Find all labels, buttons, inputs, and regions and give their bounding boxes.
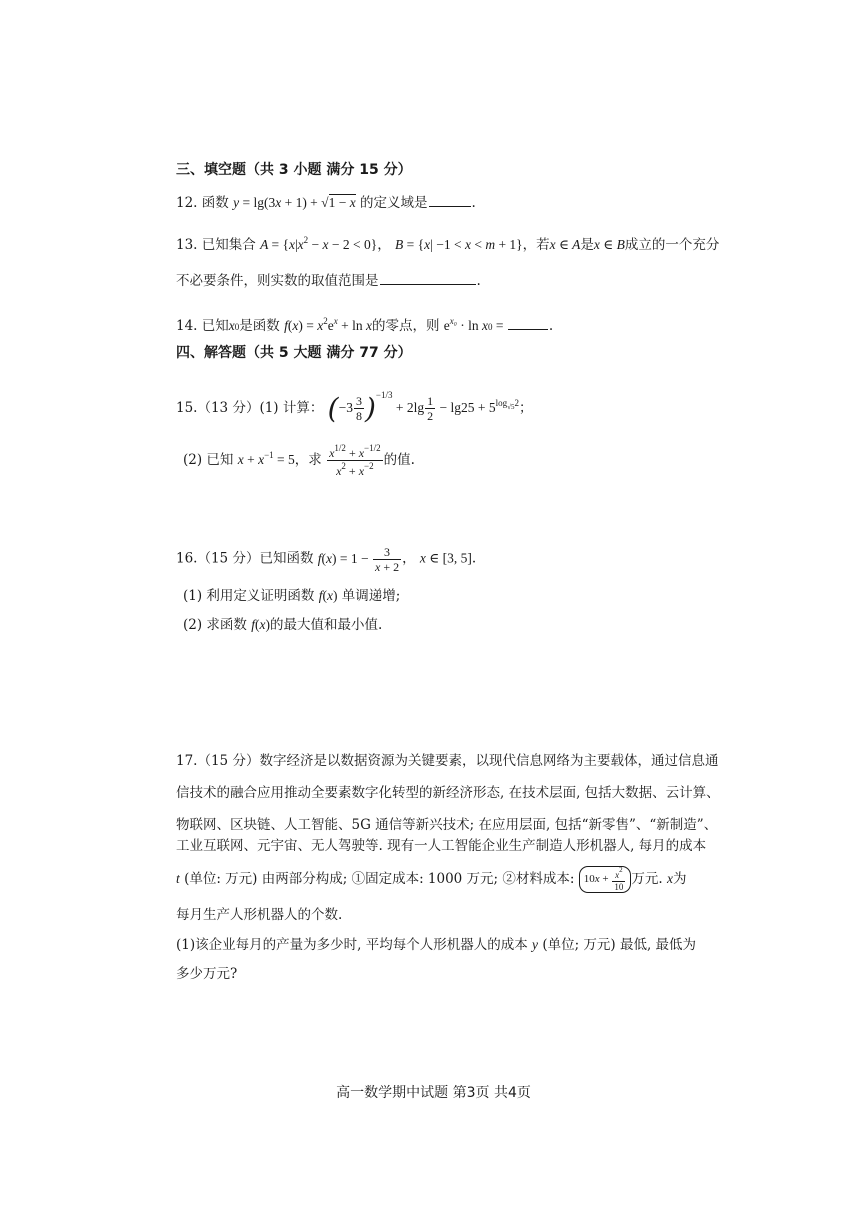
q14-text-c: 的零点，则 bbox=[371, 318, 440, 334]
q16-sub2-text-b: 的最大值和最小值. bbox=[269, 617, 383, 633]
question-17-line-2: 信技术的融合应用推动全要素数字化转型的新经济形态, 在技术层面, 包括大数据、云计算、 bbox=[176, 785, 720, 801]
q13-text-e: 不必要条件，则实数的取值范围是 bbox=[176, 273, 379, 289]
q14-x0: x0 bbox=[228, 318, 240, 333]
q17-variable-t: t bbox=[176, 871, 180, 886]
q16-head: 16.（15 分）已知函数 bbox=[176, 550, 314, 567]
q15-frac-3-8: $\frac{3}{8}$ bbox=[355, 394, 362, 424]
question-16 bbox=[176, 546, 476, 573]
question-15-part-2 bbox=[183, 444, 415, 477]
q13-text-c: 是 bbox=[580, 237, 594, 253]
q13-cond-b: x ∈ B bbox=[593, 237, 625, 252]
q17-material-cost-expression: 10x + $\frac{x^2}{10}$ bbox=[579, 866, 632, 893]
q13-set-b: B = {x| −1 < x < m + 1} bbox=[395, 237, 523, 252]
q13-period: . bbox=[476, 273, 481, 289]
q15-condition: $x + x^{-1} = 5$ bbox=[237, 450, 295, 467]
question-17-line-7 bbox=[176, 935, 696, 955]
q14-text-b: 是函数 bbox=[239, 318, 280, 334]
q15-part2-text-b: ，求 bbox=[294, 452, 322, 468]
q12-text-a: 函数 bbox=[201, 195, 229, 211]
q12-formula: y = lg(3x + 1) + √1 − x bbox=[233, 195, 356, 210]
q16-sub1-text-b: 单调递增; bbox=[341, 588, 401, 604]
q15-expression-1: (−3 $\frac{3}{8}$ )$^{-1/3}$ + 2lg $\frac{1}{2}$ − $\lg 25 + 5^{log_{√5}2}$ bbox=[327, 390, 519, 425]
q16-domain: x ∈ [3, 5] bbox=[419, 550, 472, 566]
q13-text-b: ，若 bbox=[522, 237, 550, 253]
question-17-line-4: 工业互联网、元宇宙、无人驾驶等. 现有一人工智能企业生产制造人形机器人, 每月的成本 bbox=[176, 838, 707, 854]
q16-sub1-text-a: (1) 利用定义证明函数 bbox=[183, 588, 315, 604]
q13-comma: ， bbox=[377, 237, 391, 253]
q12-number: 12. bbox=[176, 195, 198, 211]
question-16-sub-1 bbox=[183, 586, 400, 606]
section-answer-heading: 四、解答题（共 5 大题 满分 77 分） bbox=[176, 345, 412, 361]
q14-answer-blank[interactable] bbox=[508, 315, 548, 330]
q14-period: . bbox=[548, 318, 554, 334]
question-12 bbox=[176, 192, 476, 213]
q13-answer-blank[interactable] bbox=[380, 270, 476, 285]
q15-target-fraction: $\frac{x^{1/2} + x^{-1/2}}{x^2 + x^{-2}}$ bbox=[329, 443, 381, 478]
q13-text-d: 成立的一个充分 bbox=[624, 237, 720, 253]
question-17-line-8: 多少万元? bbox=[176, 966, 238, 982]
q17-variable-x: x bbox=[666, 871, 673, 886]
q16-sub1-fx: f(x) bbox=[318, 588, 338, 603]
question-15-part-1 bbox=[176, 385, 533, 425]
q16-period: . bbox=[471, 550, 477, 567]
q12-text-b: 的定义域是 bbox=[360, 195, 428, 211]
question-13-line-2 bbox=[176, 270, 481, 291]
q17-line5-text-a: (单位: 万元) 由两部分构成; ①固定成本: 1000 万元; ②材料成本: bbox=[184, 871, 575, 887]
question-17-line-1: 17.（15 分）数字经济是以数据资源为关键要素，以现代信息网络为主要载体，通过信息通 bbox=[176, 753, 719, 769]
q14-function: $f(x) = x^2e^x + \ln x$ bbox=[284, 316, 372, 333]
q15-part2-text-a: (2) 已知 bbox=[183, 452, 234, 468]
question-13-line-1 bbox=[176, 230, 719, 255]
q13-cond-a: x ∈ A bbox=[549, 237, 581, 252]
q17-variable-y: y bbox=[532, 937, 539, 952]
question-17-line-6: 每月生产人形机器人的个数. bbox=[176, 907, 343, 923]
q17-line7-text-a: (1)该企业每月的产量为多少时, 平均每个人形机器人的成本 bbox=[176, 937, 528, 953]
page-footer: 高一数学期中试题 第3页 共4页 bbox=[336, 1085, 531, 1101]
q16-sub2-fx: f(x) bbox=[251, 617, 270, 632]
q17-line5-text-c: 为 bbox=[672, 871, 687, 887]
q15-part2-text-c: 的值. bbox=[383, 452, 415, 468]
q16-sub2-text-a: (2) 求函数 bbox=[183, 617, 247, 633]
q16-function: f(x) = 1 − $\frac{3}{x + 2}$ bbox=[317, 545, 400, 574]
question-17-line-5 bbox=[176, 866, 686, 893]
q14-expression: $e^{x_0} \cdot \ln x0$ = bbox=[443, 316, 507, 333]
question-16-sub-2 bbox=[183, 615, 382, 635]
q17-line7-text-b: (单位; 万元) 最低, 最低为 bbox=[542, 937, 697, 953]
question-14 bbox=[176, 311, 553, 337]
q13-text-a: 已知集合 bbox=[201, 237, 256, 253]
q15-semicolon: ； bbox=[518, 400, 533, 416]
q12-period: . bbox=[471, 195, 476, 211]
q14-text-a: 已知 bbox=[201, 318, 229, 334]
q15-frac-1-2: $\frac{1}{2}$ bbox=[427, 394, 434, 424]
q16-fraction: $\frac{3}{x + 2}$ bbox=[375, 545, 400, 574]
q17-line5-text-b: 万元. bbox=[631, 871, 663, 887]
q13-set-a: $A = \{x|x^2 - x - 2 < 0\}$ bbox=[260, 235, 378, 252]
q13-number: 13. bbox=[176, 237, 198, 253]
q12-answer-blank[interactable] bbox=[429, 192, 471, 207]
q14-number: 14. bbox=[176, 318, 198, 334]
q15-head: 15.（13 分）(1) 计算： bbox=[176, 400, 324, 416]
section-fill-in-heading: 三、填空题（共 3 小题 满分 15 分） bbox=[176, 162, 412, 178]
q16-comma: ， bbox=[402, 550, 416, 567]
question-17-line-3: 物联网、区块链、人工智能、5G 通信等新兴技术; 在应用层面, 包括“新零售”、“新制造”、 bbox=[176, 817, 718, 833]
